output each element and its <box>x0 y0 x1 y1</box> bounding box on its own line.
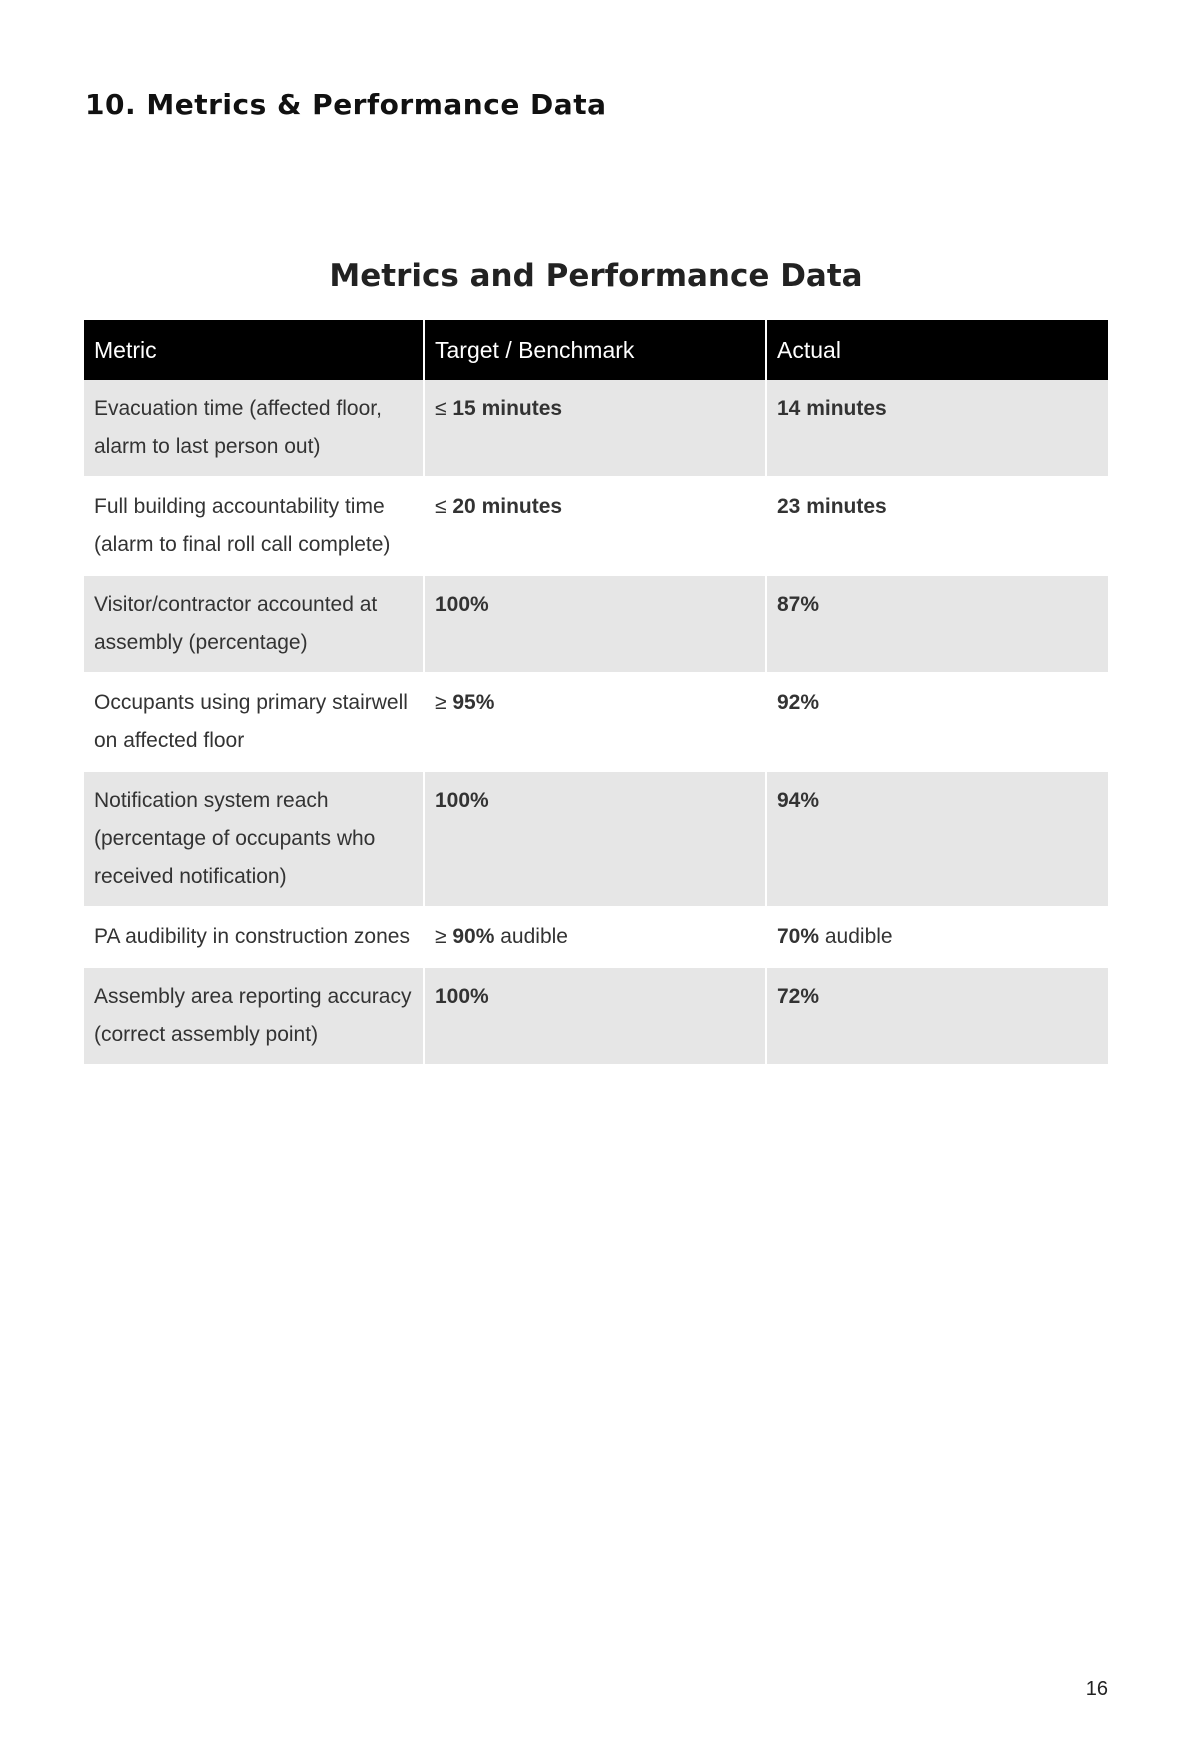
actual-suffix: audible <box>819 925 893 948</box>
actual-value: 23 minutes <box>777 495 887 518</box>
header-actual: Actual <box>766 320 1108 380</box>
actual-value: 72% <box>777 985 820 1008</box>
metric-cell: Visitor/contractor accounted at assembly (percentage) <box>84 575 424 673</box>
page-number: 16 <box>1085 1678 1108 1700</box>
table-row <box>84 907 1108 967</box>
metric-cell: Occupants using primary stairwell on affected floor <box>84 673 424 771</box>
target-cell <box>424 907 766 967</box>
table-title: Metrics and Performance Data <box>329 258 863 294</box>
target-value: 100% <box>435 593 489 616</box>
table-row <box>84 380 1108 477</box>
actual-cell <box>766 907 1108 967</box>
target-value: 100% <box>435 789 489 812</box>
header-target: Target / Benchmark <box>424 320 766 380</box>
actual-cell <box>766 967 1108 1065</box>
actual-value: 94% <box>777 789 820 812</box>
metric-cell: Assembly area reporting accuracy (correct assembly point) <box>84 967 424 1065</box>
actual-cell <box>766 575 1108 673</box>
target-value: 95% <box>452 691 495 714</box>
target-cell <box>424 477 766 575</box>
actual-value: 14 minutes <box>777 397 887 420</box>
table-row <box>84 575 1108 673</box>
target-value: 15 minutes <box>452 397 563 420</box>
actual-value: 70% <box>777 925 820 948</box>
actual-cell <box>766 673 1108 771</box>
target-suffix: audible <box>494 925 568 948</box>
target-value: 100% <box>435 985 489 1008</box>
table-row <box>84 673 1108 771</box>
target-cell <box>424 673 766 771</box>
target-prefix: ≥ <box>435 691 453 714</box>
table-row <box>84 771 1108 907</box>
target-prefix: ≥ <box>435 925 453 948</box>
target-prefix: ≤ <box>435 495 453 518</box>
metric-cell: Notification system reach (percentage of occupants who received notification) <box>84 771 424 907</box>
table-header-row <box>84 320 1108 380</box>
actual-value: 92% <box>777 691 820 714</box>
table-row <box>84 477 1108 575</box>
metric-cell: Full building accountability time (alarm to final roll call complete) <box>84 477 424 575</box>
actual-cell <box>766 477 1108 575</box>
target-cell <box>424 771 766 907</box>
target-cell <box>424 575 766 673</box>
metric-cell: Evacuation time (affected floor, alarm to last person out) <box>84 380 424 477</box>
metrics-table <box>84 320 1108 1066</box>
actual-cell <box>766 771 1108 907</box>
metric-cell: PA audibility in construction zones <box>84 907 424 967</box>
actual-value: 87% <box>777 593 820 616</box>
actual-cell <box>766 380 1108 477</box>
target-value: 90% <box>452 925 495 948</box>
target-cell <box>424 967 766 1065</box>
target-prefix: ≤ <box>435 397 453 420</box>
section-heading: 10. Metrics & Performance Data <box>85 88 607 121</box>
target-cell <box>424 380 766 477</box>
header-metric: Metric <box>84 320 424 380</box>
target-value: 20 minutes <box>452 495 563 518</box>
table-row <box>84 967 1108 1065</box>
